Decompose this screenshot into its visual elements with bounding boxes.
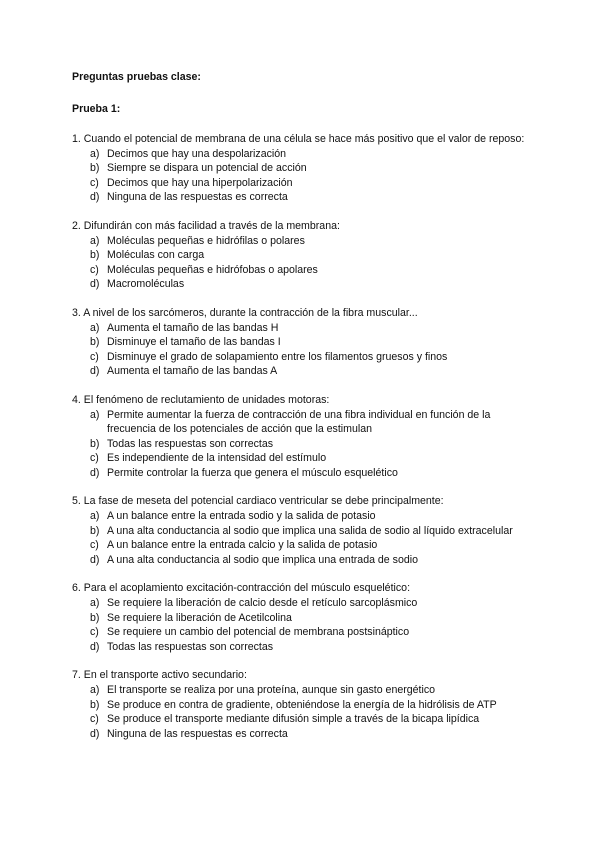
- answer-option: [72, 335, 532, 350]
- answer-option: [72, 161, 532, 176]
- option-letter: a): [90, 684, 100, 696]
- option-letter: b): [90, 698, 100, 711]
- option-letter: c): [90, 713, 99, 726]
- question-block: [72, 306, 532, 379]
- answer-option: [72, 451, 532, 466]
- option-letter: a): [90, 234, 100, 247]
- option-letter: d): [90, 553, 100, 566]
- option-text: Macromoléculas: [107, 278, 185, 291]
- answer-option: [72, 176, 532, 191]
- option-text: El transporte se realiza por una proteína, aunque sin gasto energético: [107, 684, 436, 696]
- option-text: Siempre se dispara un potencial de acción: [107, 162, 307, 175]
- answer-option: [72, 190, 532, 205]
- question-text: 1. Cuando el potencial de membrana de una célula se hace más positivo que el valor de reposo:: [72, 133, 525, 145]
- option-letter: d): [90, 466, 100, 479]
- option-text: A un balance entre la entrada calcio y la salida de potasio: [107, 539, 378, 552]
- option-letter: a): [90, 408, 100, 421]
- section-title: Prueba 1:: [72, 103, 121, 115]
- question-text: 2. Difundirán con más facilidad a través de la membrana:: [72, 219, 340, 232]
- option-list: [72, 509, 532, 567]
- option-text: Ninguna de las respuestas es correcta: [107, 727, 288, 740]
- answer-option: [72, 263, 532, 278]
- option-text: Se requiere un cambio del potencial de membrana postsináptico: [107, 626, 410, 639]
- answer-option: [72, 538, 532, 553]
- option-text: Ninguna de las respuestas es correcta: [107, 191, 288, 204]
- option-letter: a): [90, 510, 100, 523]
- answer-option: [72, 727, 532, 742]
- question-block: [72, 219, 532, 292]
- option-list: [72, 408, 532, 481]
- option-letter: c): [90, 452, 99, 465]
- option-letter: c): [90, 626, 99, 639]
- option-text: Todas las respuestas son correctas: [107, 437, 274, 450]
- answer-option: [72, 277, 532, 292]
- option-letter: b): [90, 162, 100, 175]
- question-text: 5. La fase de meseta del potencial cardiaco ventricular se debe principalmente:: [72, 495, 444, 508]
- question-text: 7. En el transporte activo secundario:: [72, 669, 247, 682]
- option-text: Permite aumentar la fuerza de contracción de una fibra individual en función de la frecuencia de los potenciales de acción que la estimulan: [107, 408, 491, 436]
- question-block: [72, 581, 532, 654]
- answer-option: [72, 408, 532, 437]
- question-block: [72, 393, 532, 481]
- answer-option: [72, 596, 532, 611]
- answer-option: [72, 698, 532, 713]
- answer-option: [72, 364, 532, 379]
- option-text: A un balance entre la entrada sodio y la salida de potasio: [107, 510, 376, 523]
- answer-option: [72, 524, 532, 539]
- question-block: [72, 494, 532, 567]
- question-block: [72, 132, 532, 205]
- option-text: Aumenta el tamaño de las bandas A: [107, 365, 278, 378]
- option-text: Se requiere la liberación de calcio desde el retículo sarcoplásmico: [107, 597, 418, 610]
- option-letter: a): [90, 147, 100, 160]
- option-text: Se requiere la liberación de Acetilcolina: [107, 611, 292, 624]
- option-list: [72, 683, 532, 741]
- option-letter: b): [90, 437, 100, 450]
- option-text: Permite controlar la fuerza que genera el músculo esquelético: [107, 466, 398, 479]
- option-text: Es independiente de la intensidad del estímulo: [107, 452, 327, 465]
- answer-option: [72, 611, 532, 626]
- answer-option: [72, 683, 532, 698]
- answer-option: [72, 321, 532, 336]
- option-text: Decimos que hay una hiperpolarización: [107, 176, 293, 189]
- option-letter: c): [90, 263, 99, 276]
- option-letter: d): [90, 640, 100, 653]
- option-letter: a): [90, 321, 100, 334]
- option-list: [72, 147, 532, 205]
- option-letter: b): [90, 524, 100, 537]
- option-list: [72, 234, 532, 292]
- option-text: A una alta conductancia al sodio que implica una entrada de sodio: [107, 553, 418, 566]
- option-text: Todas las respuestas son correctas: [107, 640, 274, 653]
- option-letter: c): [90, 539, 99, 552]
- option-text: Aumenta el tamaño de las bandas H: [107, 321, 279, 334]
- answer-option: [72, 509, 532, 524]
- option-letter: c): [90, 350, 99, 363]
- answer-option: [72, 466, 532, 481]
- answer-option: [72, 640, 532, 655]
- question-text: 6. Para el acoplamiento excitación-contracción del músculo esquelético:: [72, 582, 411, 595]
- option-letter: b): [90, 249, 100, 262]
- answer-option: [72, 553, 532, 568]
- option-text: A una alta conductancia al sodio que implica una salida de sodio al líquido extracelular: [107, 524, 513, 537]
- option-letter: a): [90, 597, 100, 610]
- question-list: [72, 132, 532, 755]
- question-text: 4. El fenómeno de reclutamiento de unidades motoras:: [72, 393, 330, 406]
- option-text: Disminuye el grado de solapamiento entre los filamentos gruesos y finos: [107, 350, 448, 363]
- answer-option: [72, 625, 532, 640]
- option-text: Moléculas pequeñas e hidrófilas o polares: [107, 234, 305, 247]
- option-letter: d): [90, 278, 100, 291]
- option-letter: c): [90, 176, 99, 189]
- question-block: [72, 668, 532, 741]
- option-letter: d): [90, 727, 100, 740]
- option-text: Disminuye el tamaño de las bandas I: [107, 336, 281, 349]
- option-letter: d): [90, 191, 100, 204]
- option-letter: d): [90, 365, 100, 378]
- option-text: Moléculas pequeñas e hidrófobas o apolares: [107, 263, 318, 276]
- answer-option: [72, 248, 532, 263]
- option-text: Se produce el transporte mediante difusión simple a través de la bicapa lipídica: [107, 713, 480, 726]
- answer-option: [72, 712, 532, 727]
- option-text: Decimos que hay una despolarización: [107, 147, 287, 160]
- option-text: Moléculas con carga: [107, 249, 205, 262]
- question-text: 3. A nivel de los sarcómeros, durante la contracción de la fibra muscular...: [72, 306, 418, 319]
- answer-option: [72, 350, 532, 365]
- option-list: [72, 321, 532, 379]
- answer-option: [72, 437, 532, 452]
- answer-option: [72, 234, 532, 249]
- document-title: Preguntas pruebas clase:: [72, 71, 201, 83]
- option-letter: b): [90, 336, 100, 349]
- option-text: Se produce en contra de gradiente, obteniéndose la energía de la hidrólisis de ATP: [107, 698, 497, 711]
- option-letter: b): [90, 611, 100, 624]
- answer-option: [72, 147, 532, 162]
- option-list: [72, 596, 532, 654]
